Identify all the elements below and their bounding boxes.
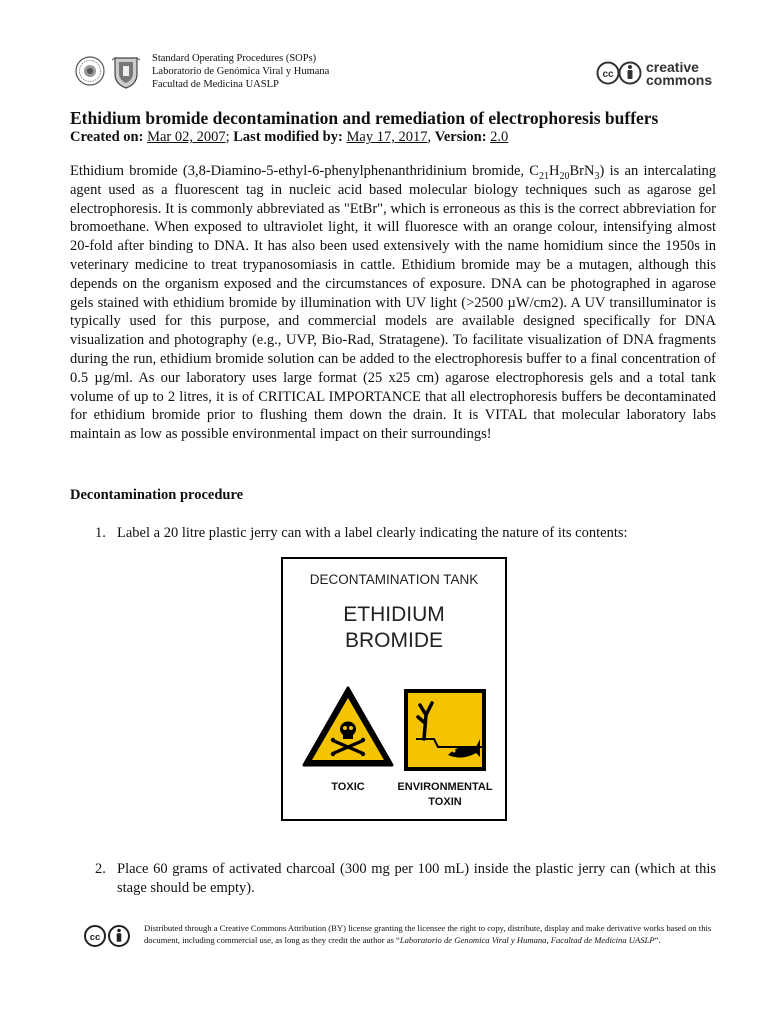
cc-logo-word1: creative <box>646 59 699 75</box>
step-text: Place 60 grams of activated charcoal (300 mg per 100 mL) inside the plastic jerry can (which at this stage should be empty). <box>117 861 716 896</box>
header-text <box>152 52 329 91</box>
document-title: Ethidium bromide decontamination and remediation of electrophoresis buffers <box>70 108 659 128</box>
header-line-faculty: Facultad de Medicina UASLP <box>152 79 279 90</box>
toxic-hazard-icon <box>301 685 395 769</box>
step-text: Label a 20 litre plastic jerry can with a label clearly indicating the nature of its contents: <box>117 525 628 541</box>
intro-paragraph: Ethidium bromide (3,8-Diamino-5-ethyl-6-phenylphenanthridinium bromide, $C_{21}H_{20}BrN_3$) is an intercalating agent used as a fluorescent tag in nucleic acid based molecular biology techniques such as agarose gel electrophoresis. It is commonly abbreviated as "EtBr", which is erroneous as this is the correct abbreviation for bromoethane. When exposed to ultraviolet light, it will fluoresce with an orange colour, intensifying almost 20-fold after binding to DNA. It has also been used extensively with the name homidium since the 1950s in veterinary medicine to treat trypanosomiasis in cattle. Ethidium bromide may be a mutagen, although this depends on the organism exposed and the circumstances of exposure. DNA can be photographed in agarose gels stained with ethidium bromide by illumination with UV light (>2500 µW/cm2). A UV transilluminator is typically used for this purpose, and commercial models are available designed specifically for DNA visualization and photography (e.g., UVP, Bio-Rad, Stratagene). To facilitate visualization of DNA fragments during the run, ethidium bromide solution can be added to the electrophoresis buffer to a final concentration of 0.5 µg/ml. As our laboratory uses large format (25 x25 cm) agarose electrophoresis gels and a total tank volume of up to 2 litres, it is of CRITICAL IMPORTANCE that all electrophoresis buffers be decontaminated for ethidium bromide prior to flushing them down the drain. It is VITAL that molecular laboratory labs maintain as low as possible environmental impact on their surroundings! <box>70 163 716 443</box>
header-line-lab: Laboratorio de Genómica Viral y Humana <box>152 66 330 77</box>
document-meta: Created on: Mar 02, 2007; Last modified by: May 17, 2017, Version: 2.0 <box>70 129 509 145</box>
created-date: Mar 02, 2007 <box>147 129 226 145</box>
caption-toxic: TOXIC <box>331 781 365 793</box>
caption-environmental-toxin: ENVIRONMENTAL TOXIN <box>397 781 493 808</box>
version-number: 2.0 <box>490 129 509 145</box>
creative-commons-logo <box>596 58 714 88</box>
svg-text:cc: cc <box>89 932 101 943</box>
cc-by-icon <box>84 924 132 948</box>
label-heading: DECONTAMINATION TANK <box>309 572 479 587</box>
modified-date: May 17, 2017 <box>346 129 428 145</box>
environmental-hazard-icon <box>402 687 488 773</box>
version-label: Version: <box>434 129 487 145</box>
procedure-step <box>95 860 716 898</box>
header-line-sops: Standard Operating Procedures (SOPs) <box>152 53 317 64</box>
faculty-crest-icon <box>110 54 142 90</box>
decontamination-tank-label <box>281 557 507 821</box>
procedure-step <box>95 524 716 543</box>
step-number: 1. <box>95 525 106 541</box>
university-seal-icon <box>74 54 106 90</box>
section-heading-procedure: Decontamination procedure <box>70 487 244 503</box>
license-footer <box>84 922 716 956</box>
created-label: Created on: <box>70 129 144 145</box>
page-header <box>74 52 714 98</box>
cc-logo-word2: commons <box>646 72 713 88</box>
author-credit: Laboratorio de Genomica Viral y Humana, Facultad de Medicina UASLP <box>399 935 655 945</box>
step-number: 2. <box>95 861 106 877</box>
svg-text:cc: cc <box>602 69 614 80</box>
license-text: Distributed through a Creative Commons Attribution (BY) license granting the licensee the right to copy, distribute, display and make derivative works based on this document, including commercial use, as long as they credit the author as “Laboratorio de Genomica Viral y Humana, Facultad de Medicina UASLP”. <box>144 923 712 945</box>
modified-label: Last modified by <box>233 129 339 145</box>
label-chemical-name: ETHIDIUM BROMIDE <box>343 603 445 652</box>
